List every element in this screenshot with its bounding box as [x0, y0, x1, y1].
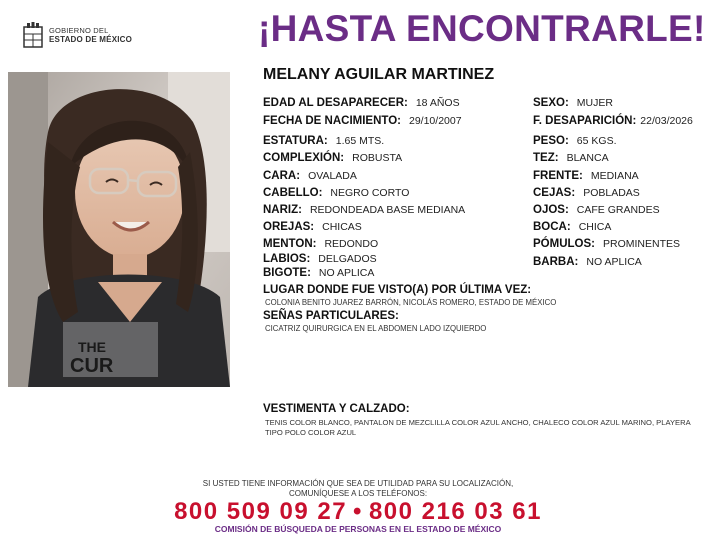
info-line-1: SI USTED TIENE INFORMACIÓN QUE SEA DE UTILIDAD PARA SU LOCALIZACIÓN,	[202, 479, 514, 488]
field-age: EDAD AL DESAPARECER: 18 AÑOS	[263, 97, 460, 109]
phone-2[interactable]: 800 216 03 61	[368, 498, 542, 525]
field-beard: BARBA: NO APLICA	[533, 256, 642, 268]
field-mouth: BOCA: CHICA	[533, 221, 612, 233]
field-cheekbones: PÓMULOS: PROMINENTES	[533, 238, 680, 250]
government-logo	[22, 18, 152, 52]
field-mustache: BIGOTE: NO APLICA	[263, 267, 375, 279]
field-nose: NARIZ: REDONDEADA BASE MEDIANA	[263, 204, 466, 216]
info-line-2: COMUNÍQUESE A LOS TELÉFONOS:	[288, 489, 428, 498]
field-weight: PESO: 65 KGS.	[533, 135, 617, 147]
last-seen-value: COLONIA BENITO JUAREZ BARRÓN, NICOLÁS ROMERO, ESTADO DE MÉXICO	[265, 298, 557, 307]
field-forehead: FRENTE: MEDIANA	[533, 170, 639, 182]
field-face: CARA: OVALADA	[263, 170, 357, 182]
particular-marks-label: SEÑAS PARTICULARES:	[263, 310, 399, 322]
field-complexion: TEZ: BLANCA	[533, 152, 609, 164]
phone-numbers	[0, 498, 716, 526]
field-sex: SEXO: MUJER	[533, 97, 613, 109]
particular-marks-value: CICATRIZ QUIRURGICA EN EL ABDOMEN LADO IZQUIERDO	[265, 324, 487, 333]
field-disappearance-date: F. DESAPARICIÓN: 22/03/2026	[533, 115, 693, 127]
clothing-label: VESTIMENTA Y CALZADO:	[263, 403, 410, 415]
logo-line-1: GOBIERNO DEL	[49, 26, 109, 35]
field-build: COMPLEXIÓN: ROBUSTA	[263, 152, 403, 164]
svg-text:THE: THE	[78, 339, 106, 355]
logo-line-2: ESTADO DE MÉXICO	[49, 35, 133, 44]
last-seen-label: LUGAR DONDE FUE VISTO(A) POR ÚLTIMA VEZ:	[263, 284, 532, 296]
clothing-value: TENIS COLOR BLANCO, PANTALON DE MEZCLILLA COLOR AZUL ANCHO, CHALECO COLOR AZUL MARINO, PLAYERA TIPO POLO COLOR AZUL	[265, 418, 691, 437]
field-eyes: OJOS: CAFE GRANDES	[533, 204, 660, 216]
missing-person-photo	[8, 72, 230, 387]
headline: ¡HASTA ENCONTRARLE!	[258, 8, 706, 49]
person-name: MELANY AGUILAR MARTINEZ	[263, 66, 495, 83]
commission-name: COMISIÓN DE BÚSQUEDA DE PERSONAS EN EL ESTADO DE MÉXICO	[214, 524, 502, 534]
state-emblem-icon	[22, 21, 44, 49]
field-ears: OREJAS: CHICAS	[263, 221, 362, 233]
phone-1[interactable]: 800 509 09 27	[174, 498, 348, 525]
field-chin: MENTON: REDONDO	[263, 238, 379, 250]
field-birth-date: FECHA DE NACIMIENTO: 29/10/2007	[263, 115, 462, 127]
field-lips: LABIOS: DELGADOS	[263, 253, 377, 265]
phone-separator: •	[353, 498, 363, 525]
svg-text:CUR: CUR	[70, 355, 114, 377]
field-hair: CABELLO: NEGRO CORTO	[263, 187, 410, 199]
field-eyebrows: CEJAS: POBLADAS	[533, 187, 640, 199]
field-height: ESTATURA: 1.65 MTS.	[263, 135, 385, 147]
